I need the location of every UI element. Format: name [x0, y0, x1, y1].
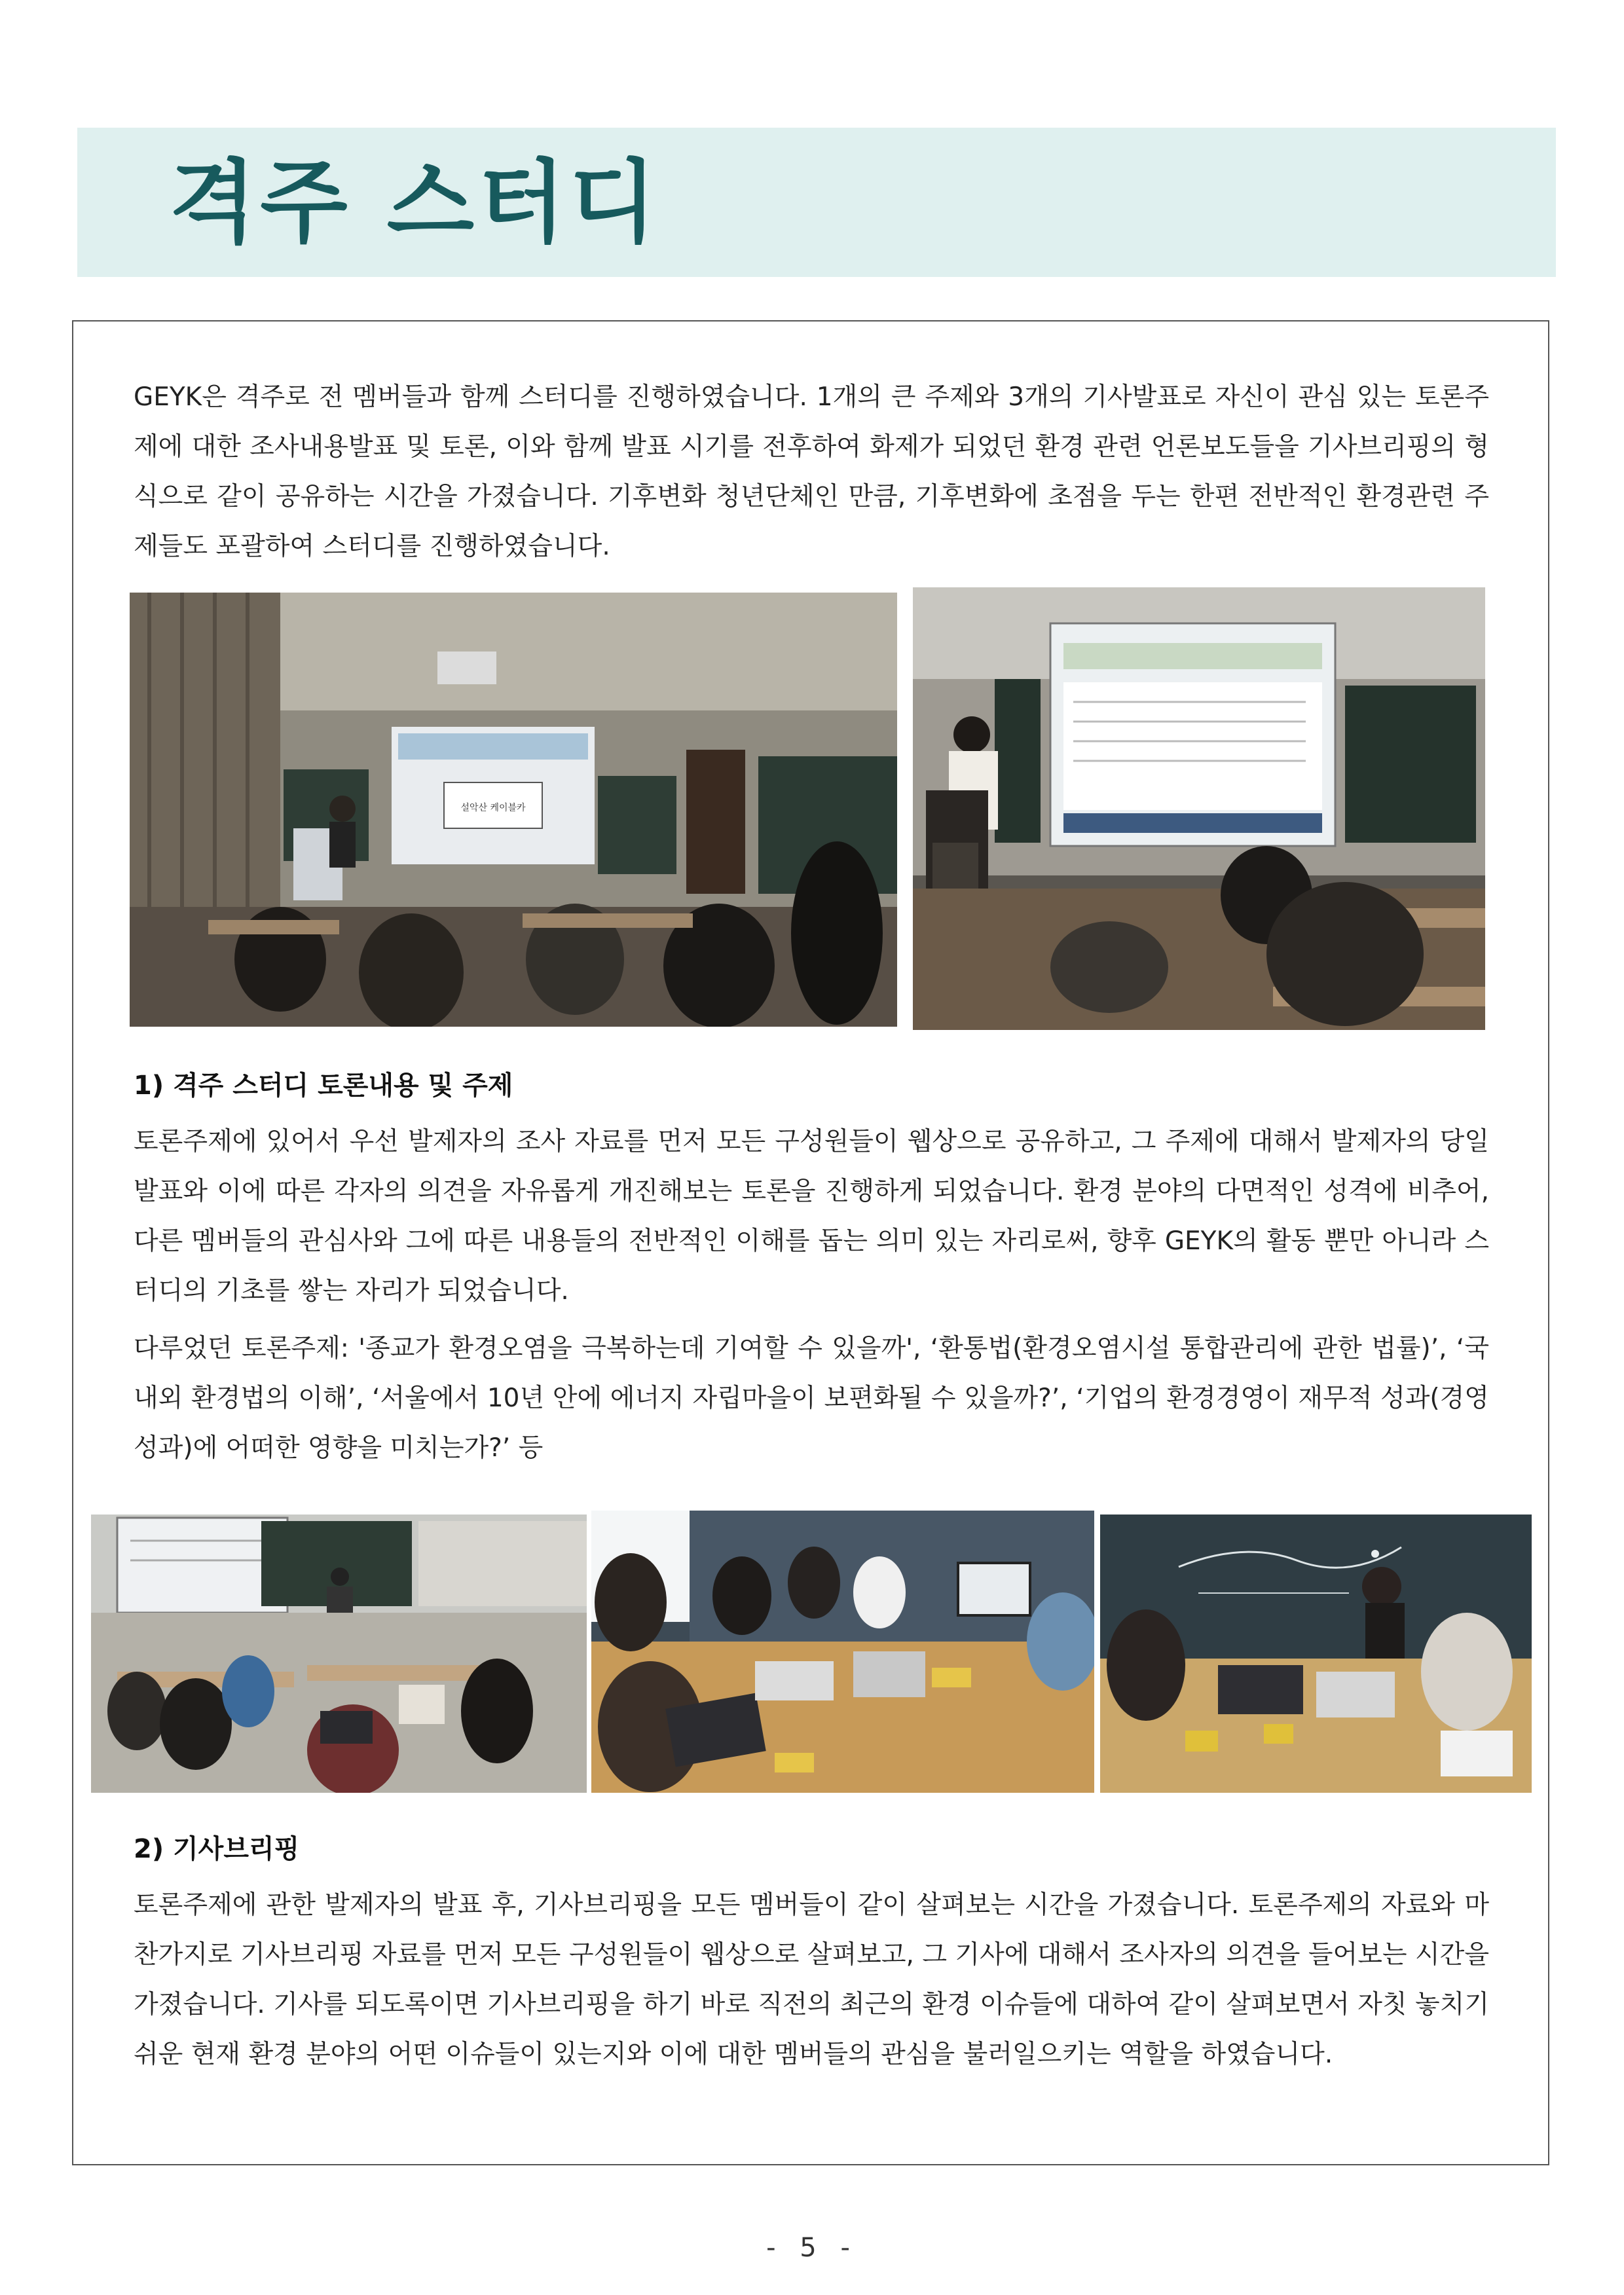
slide-text: 설악산 케이블카 [460, 803, 526, 813]
section2-paragraph: 토론주제에 관한 발제자의 발표 후, 기사브리핑을 모든 멤버들이 같이 살펴보는 시간을 가졌습니다. 토론주제의 자료와 마찬가지로 기사브리핑 자료를 먼저 모든 구성원들이 웹상으로 살펴보고, 그 기사에 대해서 조사자의 의견을 들어보는 시간을 가졌습니다. 기사를 되도록이면 기사브리핑을 하기 바로 직전의 최근의 환경 이슈들에 대하여 같이 살펴보면서 자칫 놓치기 쉬운 현재 환경 분야의 어떤 이슈들이 있는지와 이에 대한 멤버들의 관심을 불러일으키는 역할을 하였습니다. [134, 1890, 1489, 2069]
photo-study-lecture-room [130, 593, 897, 1027]
section1-heading: 1) 격주 스터디 토론내용 및 주제 [134, 1071, 513, 1101]
intro-paragraph: GEYK은 격주로 전 멤버들과 함께 스터디를 진행하였습니다. 1개의 큰 주제와 3개의 기사발표로 자신이 관심 있는 토론주제에 대한 조사내용발표 및 토론, 이와 함께 발표 시기를 전후하여 화제가 되었던 환경 관련 언론보도들을 기사브리핑의 형식으로 같이 공유하는 시간을 가졌습니다. 기후변화 청년단체인 만큼, 기후변화에 초점을 두는 한편 전반적인 환경관련 주제들도 포괄하여 스터디를 진행하였습니다. [134, 382, 1489, 561]
section2-heading: 2) 기사브리핑 [134, 1834, 300, 1864]
photo-study-presenter [913, 587, 1485, 1030]
page-number: - 5 - [766, 2233, 858, 2263]
section1-paragraph: 토론주제에 있어서 우선 발제자의 조사 자료를 먼저 모든 구성원들이 웹상으로 공유하고, 그 주제에 대해서 발제자의 당일 발표와 이에 따른 각자의 의견을 자유롭게 개진해보는 토론을 진행하게 되었습니다. 환경 분야의 다면적인 성격에 비추어, 다른 멤버들의 관심사와 그에 따른 내용들의 전반적인 이해를 돕는 의미 있는 자리로써, 향후 GEYK의 활동 뿐만 아니라 스터디의 기초를 쌓는 자리가 되었습니다. [134, 1127, 1489, 1306]
page-title: 격주 스터디 [169, 150, 661, 255]
photo-study-classroom-group [91, 1515, 587, 1793]
photo-study-whiteboard-presenter [1100, 1515, 1532, 1793]
section1-topics-paragraph: 다루었던 토론주제: '종교가 환경오염을 극복하는데 기여할 수 있을까', ‘환통법(환경오염시설 통합관리에 관한 법률)’, ‘국내외 환경법의 이해’, ‘서울에서 10년 안에 에너지 자립마을이 보편화될 수 있을까?’, ‘기업의 환경경영이 재무적 성과(경영성과)에 어떠한 영향을 미치는가?’ 등 [134, 1334, 1489, 1463]
photo-study-meeting-table [591, 1511, 1094, 1793]
title-banner [77, 128, 1556, 277]
